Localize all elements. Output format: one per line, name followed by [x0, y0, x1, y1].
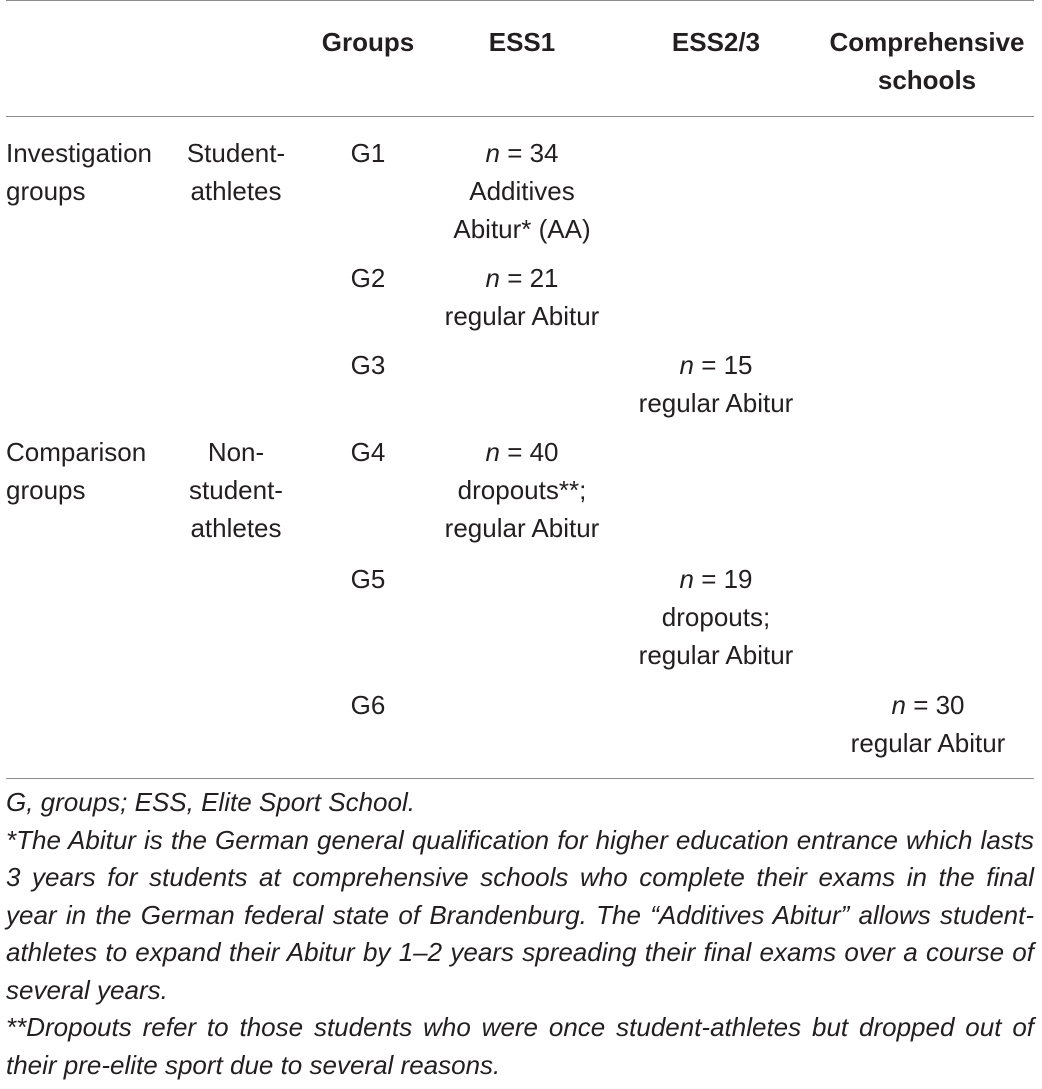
cell-g2-line2: regular Abitur	[444, 301, 600, 331]
cell-g6-count	[818, 686, 1038, 724]
table-footnotes	[6, 784, 1034, 1084]
category-comparison	[6, 433, 146, 509]
cell-g1-line3: Abitur* (AA)	[453, 214, 591, 244]
table-top-rule	[6, 0, 1034, 1]
cell-g4-line2: dropouts**;	[457, 475, 587, 505]
cell-g3-line2: regular Abitur	[638, 388, 794, 418]
subcategory-non-student-athletes-line2: student-	[189, 475, 283, 505]
cell-g5-count	[614, 560, 818, 598]
cell-g5-line2: dropouts;	[661, 602, 771, 632]
cell-g4-line3: regular Abitur	[444, 513, 600, 543]
header-ess23: ESS2/3	[671, 27, 761, 57]
n-symbol: n	[679, 350, 694, 380]
cell-g1-count	[416, 134, 628, 172]
category-comparison-line1: Comparison	[6, 437, 147, 467]
cell-g3-count	[614, 346, 818, 384]
header-comprehensive	[812, 23, 1042, 99]
cell-g2-count	[416, 259, 628, 297]
header-groups: Groups	[321, 27, 415, 57]
group-label-g1: G1	[350, 138, 386, 168]
header-comprehensive-line1: Comprehensive	[829, 27, 1025, 57]
cell-g3-ess23	[614, 346, 818, 422]
cell-g2-ess1	[416, 259, 628, 335]
cell-g4-count	[416, 433, 628, 471]
group-label-g4: G4	[350, 437, 386, 467]
subcategory-student-athletes-line1: Student-	[186, 138, 286, 168]
n-symbol: n	[485, 437, 500, 467]
subcategory-non-student-athletes	[170, 433, 302, 547]
cell-g6-comprehensive	[818, 686, 1038, 762]
n-value: = 15	[701, 350, 753, 380]
subcategory-student-athletes	[170, 134, 302, 210]
category-investigation-line1: Investigation	[6, 138, 152, 168]
n-value: = 40	[507, 437, 559, 467]
n-symbol: n	[891, 690, 906, 720]
subcategory-non-student-athletes-line3: athletes	[190, 513, 282, 543]
subcategory-student-athletes-line2: athletes	[190, 176, 282, 206]
n-value: = 21	[507, 263, 559, 293]
group-label-g6: G6	[350, 690, 386, 720]
n-value: = 34	[507, 138, 559, 168]
footnote-abitur: *The Abitur is the German general qualification for higher education entrance which lasts 3 years for students at comprehensive schools who complete their exams in the final year in the German federal state of Brandenburg. The “Additives Abitur” allows student-athletes to expand their Abitur by 1–2 years spreading their final exams over a course of several years.	[6, 824, 1034, 1005]
n-symbol: n	[485, 138, 500, 168]
group-label-g2: G2	[350, 263, 386, 293]
table-bottom-rule	[6, 778, 1034, 779]
cell-g1-ess1	[416, 134, 628, 248]
footnote-abbreviations: G, groups; ESS, Elite Sport School.	[6, 787, 415, 817]
header-bottom-rule	[6, 116, 1034, 117]
subcategory-non-student-athletes-line1: Non-	[207, 437, 265, 467]
category-comparison-line2: groups	[6, 475, 86, 505]
group-label-g3: G3	[350, 350, 386, 380]
n-value: = 19	[701, 564, 753, 594]
n-value: = 30	[913, 690, 965, 720]
group-label-g5: G5	[350, 564, 386, 594]
category-investigation-line2: groups	[6, 176, 86, 206]
header-ess1: ESS1	[488, 27, 556, 57]
n-symbol: n	[679, 564, 694, 594]
cell-g5-ess23	[614, 560, 818, 674]
cell-g5-line3: regular Abitur	[638, 640, 794, 670]
cell-g4-ess1	[416, 433, 628, 547]
footnote-dropouts: **Dropouts refer to those students who were once student-athletes but dropped out of their pre-elite sport due to several reasons.	[6, 1012, 1034, 1080]
cell-g1-line2: Additives	[469, 176, 575, 206]
header-comprehensive-line2: schools	[877, 65, 977, 95]
category-investigation	[6, 134, 152, 210]
n-symbol: n	[485, 263, 500, 293]
cell-g6-line2: regular Abitur	[850, 728, 1006, 758]
